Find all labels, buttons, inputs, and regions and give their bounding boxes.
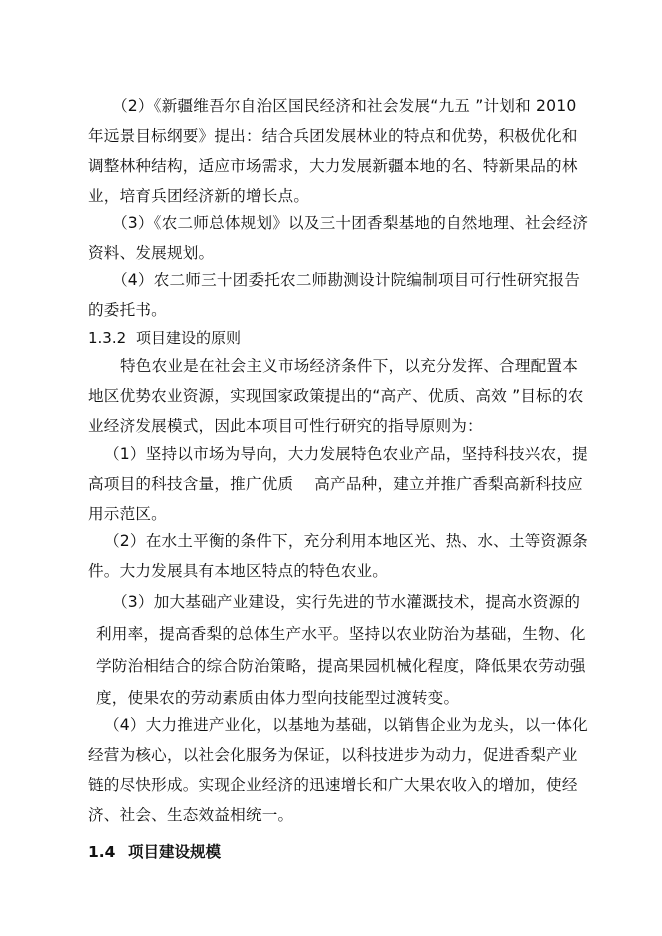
paragraph-principles-intro: 特色农业是在社会主义市场经济条件下，以充分发挥、合理配置本地区优势农业资源，实现国家政策提出的“高产、优质、高效 ”目标的农业经济发展模式，因此本项目可性行研究的指导原则为： — [88, 357, 584, 435]
paragraph-principle-3: （3）加大基础产业建设，实行先进的节水灌溉技术，提高水资源的利用率，提高香梨的总体生产水平。坚持以农业防治为基础，生物、化学防治相结合的综合防治策略，提高果园机械化程度，降低果农劳动强度，使果农的劳动素质由体力型向技能型过渡转变。 — [96, 593, 586, 707]
section-title: 项目建设的原则 — [136, 329, 242, 347]
paragraph-principle-2: （2）在水土平衡的条件下，充分利用本地区光、热、水、土等资源条件。大力发展具有本地区特点的特色农业。 — [88, 532, 588, 580]
section-number: 1.4 — [88, 843, 116, 861]
paragraph-master-plan: （3）《农二师总体规划》以及三十团香梨基地的自然地理、社会经济资料、发展规划。 — [88, 214, 589, 262]
section-heading-1-4 — [88, 840, 592, 864]
section-heading-1-3-2 — [88, 326, 592, 350]
section-number: 1.3.2 — [88, 329, 127, 347]
paragraph-principle-1: （1）坚持以市场为导向，大力发展特色农业产品，坚持科技兴农，提高项目的科技含量，推广优质 高产品种，建立并推广香梨高新科技应用示范区。 — [88, 445, 588, 523]
paragraph-planning-outline: （2）《新疆维吾尔自治区国民经济和社会发展“九五 ”计划和 2010年远景目标纲要》提出：结合兵团发展林业的特点和优势，积极优化和调整林种结构，适应市场需求，大力发展新疆本地的名、特新果品的林业，培育兵团经济新的增长点。 — [88, 97, 578, 205]
paragraph-commission-letter: （4）农二师三十团委托农二师勘测设计院编制项目可行性研究报告的委托书。 — [88, 271, 581, 319]
section-title: 项目建设规模 — [128, 843, 222, 861]
paragraph-principle-4: （4）大力推进产业化，以基地为基础，以销售企业为龙头，以一体化经营为核心，以社会化服务为保证，以科技进步为动力，促进香梨产业链的尽快形成。实现企业经济的迅速增长和广大果农收入的增加，使经济、社会、生态效益相统一。 — [88, 716, 588, 824]
